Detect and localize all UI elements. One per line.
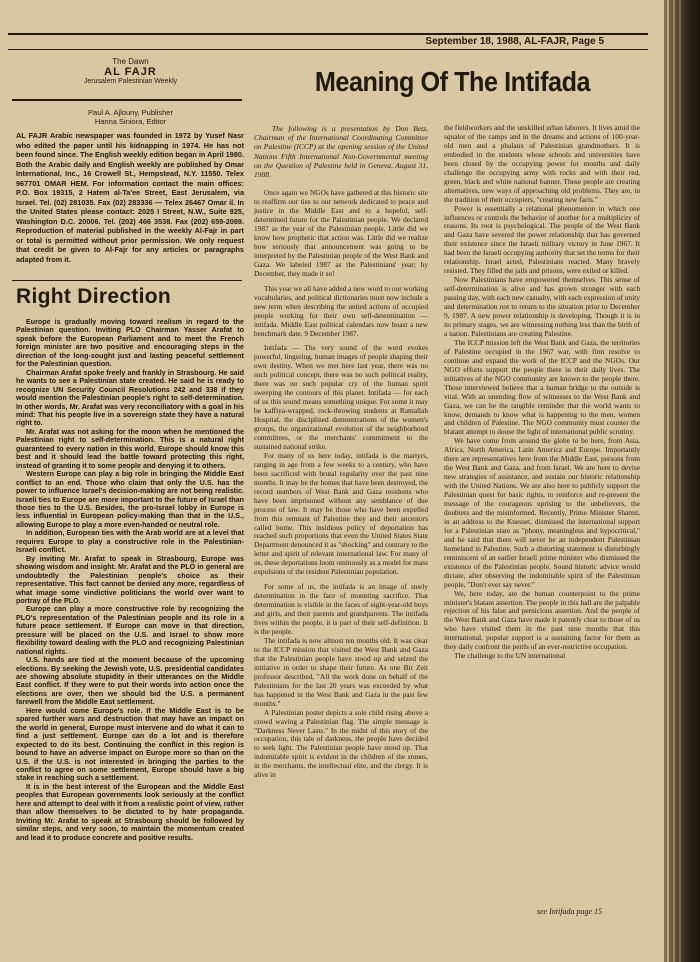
continued-on: see Intifada page 15 [536, 907, 602, 916]
article-paragraph: Now Palestinians have empowered themselves. This sense of self-determination is alive and has grown stronger with each passing day, with each new casualty, with each expression of unity and determination not to return to the situation prior to December 9, 1987. A new power relationship is developing. Though it is in its primary stages, we are witnessing nothing less than the birth of a nation. Palestinians are creating Palestine. [444, 275, 640, 338]
editorial-paragraph: Europe is gradually moving toward realism in regard to the Palestinian question. Inviting PLO Chairman Yasser Arafat to speak before the European Parliament and to meet the French foreign minister are two positive and encouraging steps in the direction of the long-sought just and lasting peaceful settlement for the Palestinian question. [16, 318, 244, 369]
editorial-paragraph: Here would come Europe's role. If the Middle East is to be spared further wars and destruction that may have an impact on the world in general, Europe must intervene and do what it can to find a just settlement. Europe can do a lot and is therefore expected to do its best. Continuing the conflict in this region is bound to have an adverse impact on Europe more so than on the U.S. if the U.S. is not interested in bringing the parties to the conflict to agree on some settlement, Europe should have a big stake in reaching such a settlement. [16, 706, 244, 783]
article-paragraph: We, here today, are the human counterpoint to the prime minister's blatant assertion. The people in this hall are the palpable rejection of his false and pernicious assertion. And the people of the West Bank and Gaza have made it patently clear to those of us who have visited them in the past nine months that this international, popular support is a sustaining factor for them as they daily confront the perils of an ever-restrictive occupation. [444, 588, 640, 652]
article-paragraph: This year we all have added a new word to our working vocabularies, and political dictionaries must now include a new term when describing the united actions of occupied people working for their own self-determination — intifada. Middle East political calendars now boast a new benchmark date, 9 December 1987. [254, 283, 428, 338]
editorial-title: Right Direction [16, 285, 171, 308]
editorial-paragraph: In addition, European ties with the Arab world are at a level that requires Europe to play a constructive role in the Palestinian-Israeli conflict. [16, 529, 244, 555]
editorial-rule [12, 280, 242, 281]
article-intro: The following is a presentation by Don Betz, Chairman of the International Coordinating Committee on Palestine (ICCP) at the opening session of the United Nations Fifth International Non-Governmental meeting on the Question of Palestine held in Geneva, August 31, 1988. [254, 124, 428, 180]
page-binding [664, 0, 700, 962]
editorial-paragraph: It is in the best interest of the European and the Middle East peoples that European governments look seriously at the conflict here and attempt to deal with it from a realistic point of view, rather than allow themselves to be dictated to by hate propaganda. Inviting Mr. Arafat to speak at Strasbourg should be followed by similar steps, and very soon, to maintain the momentum created and lead it to produce concrete and positive results. [16, 782, 244, 842]
article-paragraph: Once again we NGOs have gathered at this historic site to reaffirm our ties to our network dedicated to peace and justice in the Middle East and to a hopeful, self-determined future for the Palestinian people. We declared 1987 as the year of the Palestinian people. Little did we know how prophetic that action was. Little did we realize how seriously that announcement was going to be interpreted by the Palestinian people of the West Bank and Gaza. We labeled 1987 as the Palestinians' year; by December, they made it so! [254, 188, 428, 278]
editorial-paragraph: Western Europe can play a big role in bringing the Middle East conflict to an end. Those who claim that only the U.S. has the power to influence Israel's decision-making are not being realistic. Israeli ties to Europe are more important to the future of Israel than those ties to the U.S. Besides, the pro-Israel lobby in Europe is less influential in European policy-making than that in the U.S., allowing Europe to play a more even-handed or neutral role. [16, 470, 244, 529]
article-paragraph: The ICCP mission left the West Bank and Gaza, the territories of Palestine occupied in the 1967 war, with firm resolve to continue and expand the work of the ICCP and the NGOs. Our NGO efforts support the people there in their daily lives. The initiatives of the NGO community are known to the people there. Those interviewed believe that a human bridge to the outside is vital. With an unending flow of witnesses to the West Bank and Gaza, we can be the tangible reminder that the world wants to know, demands to know what is happening to the men, women and children of Palestine. The NGO community must counter the blatant attempt to douse the light of international public scrutiny. [444, 337, 640, 437]
article-headline: Meaning Of The Intifada [314, 66, 591, 97]
top-rule [8, 33, 648, 35]
publication-info: AL FAJR Arabic newspaper was founded in 1972 by Yusef Nasr who edited the paper until his kidnapping in 1974. He has not been found since. The English weekly edition began in April 1980. Both the Arabic daily and English weekly are published by Omar International, Inc., 16 Crowell St., Hempstead, N.Y. 11550. Telex 967701 OMAR HEM. For information contact the main offices: P.O. Box 19315, 2 Hatem al-Ta'ee Street, East Jerusalem, via Israel. Tel. (02) 281035. Fax (02) 283336 — Telex 26467 Omar il. In the United States please contact: 2025 I Street, N.W., Suite 925, Washington D.C. 20006. Tel. (202) 466 3538. Fax (202) 659-2089. Reproduction of material published in the weekly Al-Fajr in part or total is permitted without prior permission. We only request that credit be given to Al-Fajr for any articles or paragraphs adapted from it. [16, 131, 245, 264]
article-column-1 [254, 124, 428, 780]
publisher-line: Paul A. Ajlouny, Publisher [88, 108, 173, 117]
article-paragraph: We have come from around the globe to be here, from Asia, Africa, North America, Latin America and Europe. Importantly there are representatives here from the Middle East, persons from the West Bank and Gaza, and from Israel. We are here to devise new strategies of assistance, and sustain our historic relationship with the United Nations. We are also here to publicly support the Palestinian quest for basic rights, to reinforce and re-present the message of the courageous uprising to the unbelievers, the doubters and the misinformed. Recently, Prime Minister Shamir, in an address to the Knesset, dismissed the international support for a Palestinian state as "phony, meaningless and hypocritical," and he said that there will never be an independent Palestinian homeland in Palestine. Such a distorting statement is disturbingly reminiscent of an earlier Israeli prime minister who dismissed the existence of the Palestinian people. Sound historic advice would dictate, after observing the indomitable spirit of the Palestinian people, "Don't ever say never." [444, 436, 640, 589]
editorial-paragraph: By inviting Mr. Arafat to speak in Strasbourg, Europe was showing wisdom and insight. Mr. Arafat and the PLO in general are undoubtedly the Palestinian people's choice as their representative. This fact cannot be denied any more, regardless of what image some vindictive politicians the world over want to portray of the PLO. [16, 554, 244, 605]
editorial-paragraph: Chairman Arafat spoke freely and frankly in Strasbourg. He said he wants to see a Palestinian state created. He said he is ready to recognize UN Security Council Resolutions 242 and 338 if they would mention the Palestinian people's right to self-determination. In other words, Mr. Arafat was very reconciliatory with a goal in his mind: That his people live in a sovereign state they have a natural right to. [16, 368, 244, 428]
folio-rule [8, 49, 648, 50]
masthead-name: AL FAJR [104, 66, 157, 78]
editorial-body [16, 318, 244, 842]
masthead [18, 57, 243, 85]
article-paragraph: the fieldworkers and the unskilled urban laborers. It lives amid the squalor of the camps and in the dreams and actions of 100-year-old men and a phalanx of Palestinian grandmothers. It is embodied in the students whose schools and universities have been closed by the occupying power for months and daily challenge the occupying army with rocks and with their red, green, black and white national banner. These people are creating alternatives, new ways of approaching old problems. They are, in the tradition of their occupiers, "creating new facts." [444, 123, 640, 204]
masthead-tagline: The Dawn [112, 57, 149, 66]
staff-box [18, 108, 243, 126]
editorial-paragraph: Europe can play a more constructive role by recognizing the PLO's representation of the Palestinian people and its role in a future peace settlement. If Europe can move in that direction, pressure will be placed on the U.S. and Israel to show more flexibility toward dealing with the PLO and recognizing Palestinian national rights. [16, 605, 244, 656]
masthead-rule [12, 99, 242, 101]
editor-line: Hanna Siniora, Editor [94, 117, 167, 126]
editorial-paragraph: U.S. hands are tied at the moment because of the upcoming elections. By seeking the Jewish vote, U.S. presidential candidates are showing absolute stupidity in their utterances on the Middle East conflict. If they were to put their words into action once the elections are over, then we should bid the U.S. a permanent farewell from the Middle East settlement. [16, 656, 244, 707]
article-paragraph: The challenge to the UN international [454, 651, 566, 661]
article-paragraph: For some of us, the intifada is an image of steely determination in the face of mounting sacrifice. That determination is visible in the faces of eight-year-old boys and girls, and their parents and grandparents. The intifada lives within the people, it is part of their self-definition. It is the people. [254, 582, 428, 637]
page-folio: September 18, 1988, AL-FAJR, Page 5 [425, 36, 604, 47]
article-paragraph: Power is essentially a relational phenomenon in which one influences or controls the behavior of another for a multiplicity of reasons. Its root is psychological. The people of the West Bank and Gaza have severed the power relationship that has governed their existence since the Israeli military victory in June 1967. It had been the Israeli occupying authority that set the terms for their relationship. Israel acted, Palestinians reacted. Many bravely resisted. They filled the jails and prisons, were exiled or killed. [444, 203, 640, 276]
article-paragraph: A Palestinian poster depicts a sole child rising above a crowd waving a Palestinian flag. The simple message is "Darkness Never Lasts." In the midst of this story of the occupation, this tale of darkness, the people have decided to seek light. The Palestinian people have stood up. That indomitable spirit is evident in the children of the stones, in the merchants, the intellectual elite, and the clergy. It is alive in [254, 707, 428, 780]
article-paragraph: Intifada — The very sound of the word evokes powerful, lingering, human images of people shaping their own destiny. When we met here last year, there was no such political concept, there was no such political reality, there was no such popular cry of the human spirit sweeping the contours of this planet. Intifada — for each of us this sound means something unique. For some it may be kaffiya-wrapped, rock-throwing students at Ramallah Hospital, the disciplined demonstrations of the women's groups, the organizational evolution of the neighborhood committees, or the merchants' commitment to the sustained national strike. [254, 343, 428, 451]
article-column-2 [444, 124, 640, 661]
editorial-paragraph: Mr. Arafat was not asking for the moon when he mentioned the Palestinian right to self-determination. This is a natural right guaranteed to every nation in this world. Europe should know this best and it should lead the battle toward protecting this right, instead of granting it to some people and denying it to others. [16, 427, 244, 470]
article-paragraph: For many of us here today, intifada is the martyrs, ranging in age from a few weeks to a century, who have been sacrificed with brutal regularity over the past nine months. It may be the homes that have been destroyed, the record numbers of West Bank and Gaza residents who have been imprisoned without any semblance of due process of law. It may be those who have been expelled from this remnant of Palestine they and their ancestors called home. This insidious policy of deportation has reached such proportions that even the United States State Department denounced it as "shocking" and contrary to the letter and spirit of relevant international law. For many of us, these deportations loom ominously as a model for mass expulsions of the resident Palestinian population. [254, 450, 428, 577]
masthead-subtitle: Jerusalem Palestinian Weekly [83, 78, 178, 85]
article-paragraph: The intifada is now almost ten months old. It was clear to the ICCP mission that visited the West Bank and Gaza that the Palestinian people have stood up and seized the initiative in order to shape their future. As one Bir Zeit professor described, "All the work done on behalf of the Palestinians for the last 20 years was exceeded by what has happened in the West Bank and Gaza in the past few months." [254, 635, 428, 708]
